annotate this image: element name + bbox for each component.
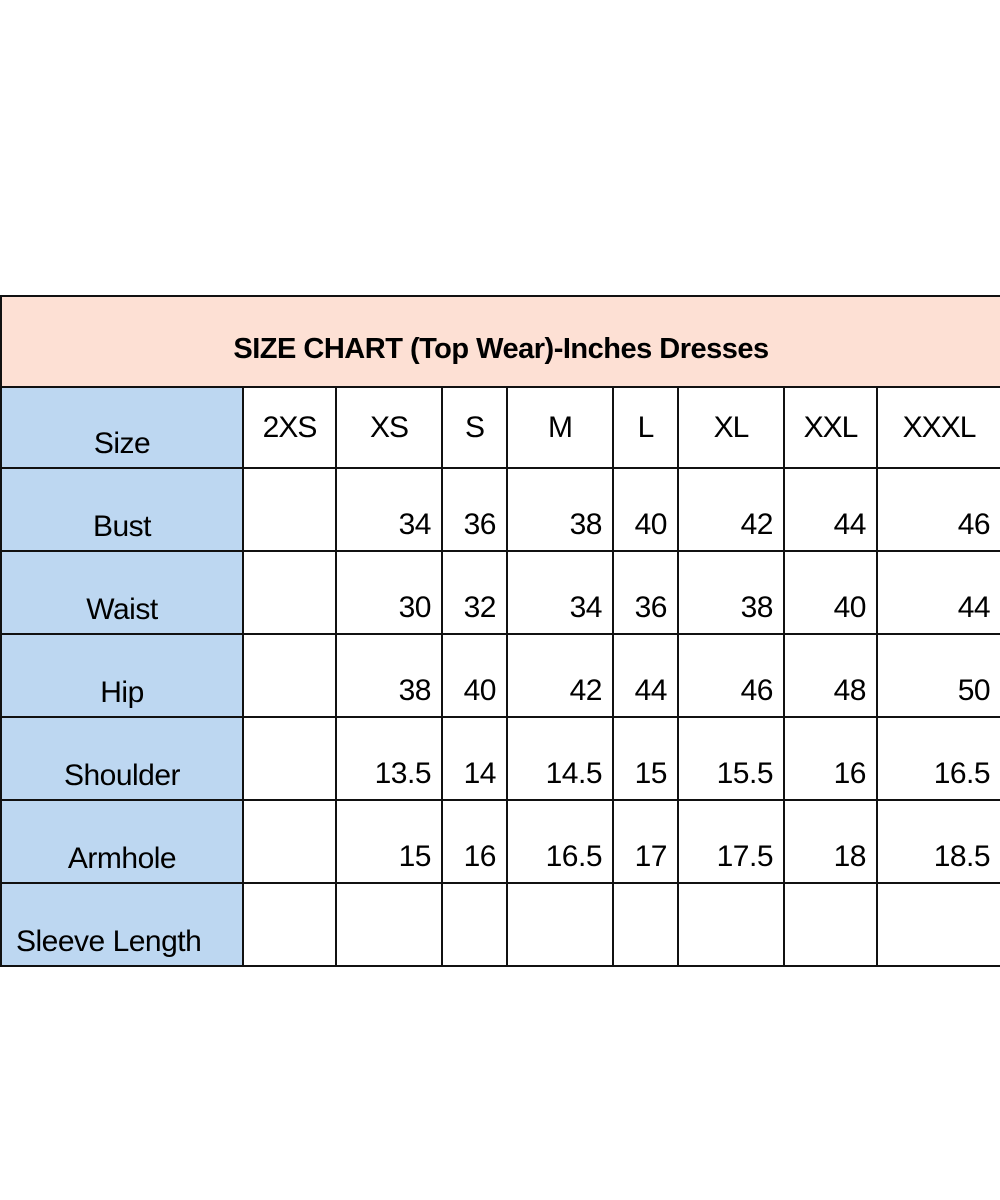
measurement-value: 16.5 bbox=[507, 800, 613, 883]
measurement-value: 14.5 bbox=[507, 717, 613, 800]
measurement-value: 17 bbox=[613, 800, 678, 883]
size-column-header: XS bbox=[336, 387, 442, 468]
measurement-value bbox=[442, 883, 507, 966]
chart-title: SIZE CHART (Top Wear)-Inches Dresses bbox=[1, 296, 1000, 387]
measurement-label: Bust bbox=[1, 468, 243, 551]
measurement-value: 18 bbox=[784, 800, 877, 883]
title-row bbox=[1, 296, 1000, 387]
measurement-value: 16.5 bbox=[877, 717, 1000, 800]
measurement-label: Armhole bbox=[1, 800, 243, 883]
measurement-value: 34 bbox=[336, 468, 442, 551]
measurement-value bbox=[243, 717, 336, 800]
size-header-row bbox=[1, 387, 1000, 468]
measurement-row bbox=[1, 717, 1000, 800]
measurement-value bbox=[613, 883, 678, 966]
size-chart-table bbox=[0, 295, 1000, 967]
measurement-rows bbox=[1, 468, 1000, 966]
measurement-value: 44 bbox=[784, 468, 877, 551]
measurement-value: 38 bbox=[678, 551, 784, 634]
measurement-value: 15 bbox=[613, 717, 678, 800]
measurement-value bbox=[243, 468, 336, 551]
measurement-value: 44 bbox=[613, 634, 678, 717]
measurement-label: Waist bbox=[1, 551, 243, 634]
measurement-value bbox=[243, 800, 336, 883]
size-column-header: XXL bbox=[784, 387, 877, 468]
measurement-label: Shoulder bbox=[1, 717, 243, 800]
measurement-value bbox=[243, 883, 336, 966]
size-column-header: 2XS bbox=[243, 387, 336, 468]
measurement-value: 36 bbox=[442, 468, 507, 551]
measurement-value: 16 bbox=[784, 717, 877, 800]
measurement-value: 32 bbox=[442, 551, 507, 634]
measurement-value bbox=[243, 551, 336, 634]
size-header-label: Size bbox=[1, 387, 243, 468]
size-column-header: XL bbox=[678, 387, 784, 468]
measurement-value: 50 bbox=[877, 634, 1000, 717]
measurement-value bbox=[678, 883, 784, 966]
measurement-value bbox=[243, 634, 336, 717]
measurement-row bbox=[1, 800, 1000, 883]
measurement-value: 46 bbox=[678, 634, 784, 717]
size-column-header: L bbox=[613, 387, 678, 468]
measurement-value: 36 bbox=[613, 551, 678, 634]
measurement-row bbox=[1, 468, 1000, 551]
measurement-value: 16 bbox=[442, 800, 507, 883]
measurement-value: 42 bbox=[678, 468, 784, 551]
measurement-value bbox=[507, 883, 613, 966]
size-column-header: XXXL bbox=[877, 387, 1000, 468]
measurement-row bbox=[1, 551, 1000, 634]
measurement-value: 30 bbox=[336, 551, 442, 634]
measurement-value: 17.5 bbox=[678, 800, 784, 883]
measurement-value: 48 bbox=[784, 634, 877, 717]
measurement-value: 38 bbox=[507, 468, 613, 551]
measurement-row bbox=[1, 634, 1000, 717]
size-column-header: S bbox=[442, 387, 507, 468]
measurement-value: 46 bbox=[877, 468, 1000, 551]
measurement-value: 38 bbox=[336, 634, 442, 717]
measurement-value: 44 bbox=[877, 551, 1000, 634]
measurement-value: 18.5 bbox=[877, 800, 1000, 883]
measurement-value: 42 bbox=[507, 634, 613, 717]
measurement-value: 13.5 bbox=[336, 717, 442, 800]
measurement-value: 15 bbox=[336, 800, 442, 883]
measurement-value: 40 bbox=[442, 634, 507, 717]
measurement-label: Hip bbox=[1, 634, 243, 717]
measurement-value: 40 bbox=[784, 551, 877, 634]
measurement-value: 14 bbox=[442, 717, 507, 800]
measurement-value: 34 bbox=[507, 551, 613, 634]
measurement-value bbox=[784, 883, 877, 966]
size-column-header: M bbox=[507, 387, 613, 468]
measurement-value: 15.5 bbox=[678, 717, 784, 800]
measurement-value bbox=[877, 883, 1000, 966]
measurement-row bbox=[1, 883, 1000, 966]
measurement-value bbox=[336, 883, 442, 966]
measurement-label: Sleeve Length bbox=[1, 883, 243, 966]
measurement-value: 40 bbox=[613, 468, 678, 551]
